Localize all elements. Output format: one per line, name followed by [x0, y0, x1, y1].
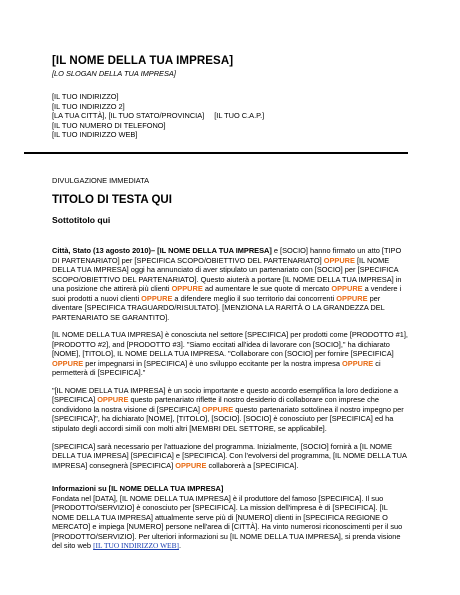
paragraph-text: [IL NOME DELLA TUA IMPRESA] è conosciuta nel settore [SPECIFICA] per prodotti come [PRODOTTO #1], [PRODOTTO #2], and [PRODOTTO #3]. "Siamo eccitati all'idea di lavorare con [SOCIO]," ha dichiarato [NOME], [TITOLO], IL NOME DELLA TUA IMPRESA. "Collaborare con [SOCIO] per fornire [SPECIFICA]: [52, 330, 408, 359]
address-city-row: [52, 111, 408, 121]
company-address: [52, 92, 408, 140]
paragraph-text: a vendere i suoi prodotti a nuovi clienti: [52, 284, 402, 303]
oppure-marker: OPPURE: [201, 404, 234, 414]
paragraph-text: a difendere meglio il suo territorio dai concorrenti: [172, 293, 337, 303]
paragraph-text: .: [178, 541, 182, 551]
paragraph-partner-quote: [52, 386, 408, 434]
paragraph-text: questo partenariato sottolinea il nostro impegno per [SPECIFICA]", ha dichiarato [NOME], [TITOLO], [SOCIO]. [SOCIO] è conosciuto per [SPECIFICA] ed ha stipulato degli accordi simili con molti altri [MEMBRI DEL SETTORE, se applicabile].: [52, 404, 404, 433]
paragraph-program: [52, 442, 408, 471]
release-label: DIVULGAZIONE IMMEDIATA: [52, 176, 150, 185]
paragraph-text: [SPECIFICA] sarà necessario per l'attuazione del programma. Inizialmente, [SOCIO] fornirà a [IL NOME DELLA TUA IMPRESA] [SPECIFICA] e [SPECIFICA]. Con l'evolversi del programma, [IL NOME DELLA TUA IMPRESA] consegnerà [SPECIFICA]: [52, 441, 407, 470]
paragraph-text: per impegnarsi in [SPECIFICA] è uno sviluppo eccitante per la nostra impresa: [83, 358, 343, 368]
paragraph-company-quote: [52, 330, 408, 378]
paragraph-text: per diventare [SPECIFICA TRAGUARDO/RISULTATO]. [MENZIONA LA RARITÀ O LA GRANDEZZA DEL PARTENARIATO SE GARANTITO].: [52, 293, 385, 322]
paragraph-about: [52, 494, 408, 551]
company-name: [IL NOME DELLA TUA IMPRESA]: [52, 55, 234, 67]
oppure-marker: OPPURE: [52, 358, 84, 368]
paragraph-text: collaborerà a [SPECIFICA].: [206, 460, 299, 470]
paragraph-text: e [SOCIO] hanno firmato un atto [TIPO DI PARTENARIATO] per [SPECIFICA SCOPO/OBIETTIVO DEL PARTENARIATO]: [52, 246, 402, 265]
header-divider: [24, 152, 408, 154]
oppure-marker: OPPURE: [342, 358, 374, 368]
paragraph-text: ad aumentare le sue quote di mercato: [202, 284, 332, 293]
headline: TITOLO DI TESTA QUI: [52, 194, 172, 206]
letterhead: [52, 55, 408, 140]
dateline: Città, Stato (13 agosto 2010)– [IL NOME DELLA TUA IMPRESA]: [52, 246, 272, 255]
oppure-marker: OPPURE: [331, 284, 363, 293]
address-zip: [IL TUO C.A.P.]: [214, 111, 265, 121]
paragraph-text: questo partenariato riflette il nostro desiderio di collaborare con imprese che condividono la nostra visione di [SPECIFICA]: [52, 395, 380, 414]
oppure-marker: OPPURE: [336, 293, 368, 303]
website-link[interactable]: [IL TUO INDIRIZZO WEB]: [93, 541, 179, 551]
subheadline: Sottotitolo qui: [52, 215, 111, 225]
oppure-marker: OPPURE: [171, 284, 203, 293]
oppure-marker: OPPURE: [323, 255, 355, 265]
address-phone: [IL TUO NUMERO DI TELEFONO]: [52, 120, 166, 130]
address-web: [IL TUO INDIRIZZO WEB]: [52, 130, 138, 140]
oppure-marker: OPPURE: [97, 395, 129, 405]
address-line-1: [IL TUO INDIRIZZO]: [52, 92, 119, 101]
address-line-2: [IL TUO INDIRIZZO 2]: [52, 101, 125, 111]
paragraph-intro: [52, 246, 408, 322]
press-release-body: [52, 246, 408, 559]
company-slogan: [LO SLOGAN DELLA TUA IMPRESA]: [52, 69, 176, 78]
paragraph-text: ci permetterà di [SPECIFICA].": [52, 358, 381, 378]
paragraph-text: "[IL NOME DELLA TUA IMPRESA] è un socio importante e questo accordo esemplifica la loro dedizione a [SPECIFICA]: [52, 385, 399, 405]
about-heading: Informazioni su [IL NOME DELLA TUA IMPRESA]: [52, 484, 224, 494]
oppure-marker: OPPURE: [175, 460, 207, 470]
address-city-state: [LA TUA CITTÀ], [IL TUO STATO/PROVINCIA]: [52, 111, 205, 121]
paragraph-text: Fondata nel [DATA], [IL NOME DELLA TUA IMPRESA] è il produttore del famoso [SPECIFICA]. Il suo [PRODOTTO/SERVIZIO] è conosciuto per [SPECIFICA]. La mission dell'impresa è di [SPECIFICA]. [IL NOME DELLA TUA IMPRESA] attualmente serve più di [NUMERO] clienti in [SPECIFICA REGIONE O MERCATO] e impiega [NUMERO] persone nell'area di [CITTÀ]. Ha vinto numerosi riconoscimenti per il suo [PRODOTTO/SERVIZIO]. Per ulteriori informazioni su [IL NOME DELLA TUA IMPRESA], si prenda visione del sito web: [52, 493, 403, 551]
paragraph-text: [IL NOME DELLA TUA IMPRESA] oggi ha annunciato di aver stipulato un partenariato con [SOCIO] per [SPECIFICA SCOPO/OBIETTIVO DEL PARTENARIATO]. Questo aiuterà a portare [IL NOME DELLA TUA IMPRESA] in una posizione che attirerà più clienti: [52, 255, 402, 293]
oppure-marker: OPPURE: [141, 293, 173, 303]
